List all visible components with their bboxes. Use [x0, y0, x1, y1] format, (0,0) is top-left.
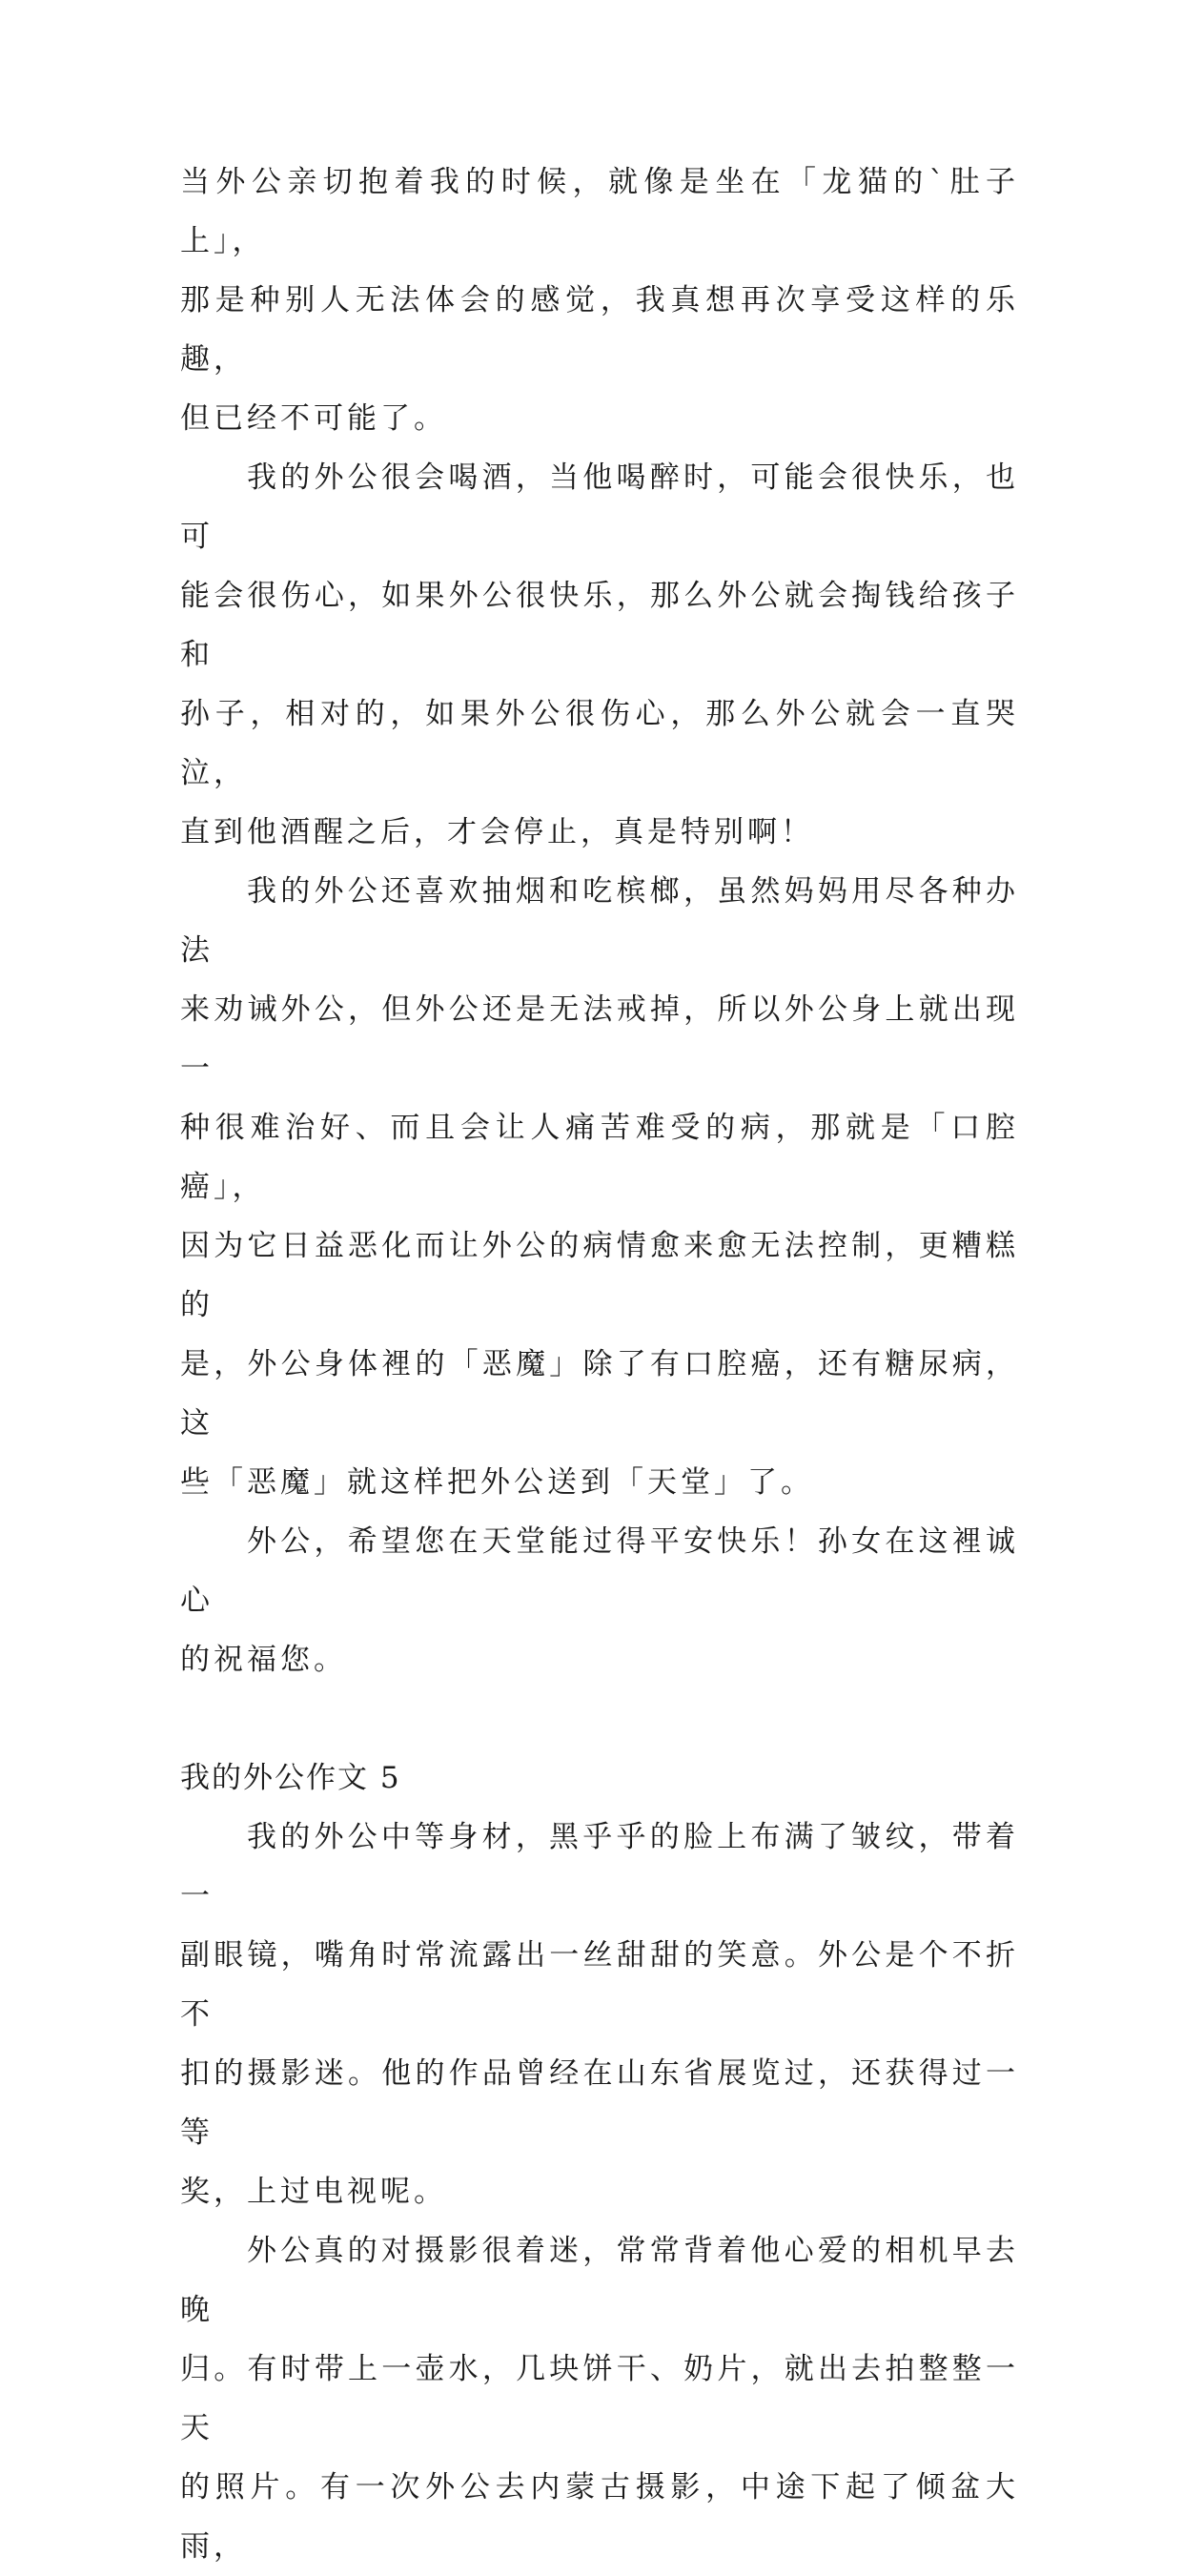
document-body: [180, 153, 1019, 2576]
paragraph: 我的外公中等身材，黑乎乎的脸上布满了皱纹，带着一 副眼镜，嘴角时常流露出一丝甜甜的笑意。外公是个不折不 扣的摄影迷。他的作品曾经在山东省展览过，还获得过一等 奖，上过电视呢。: [180, 1820, 1019, 2209]
paragraph: 外公真的对摄影很着迷，常常背着他心爱的相机早去晚 归。有时带上一壶水，几块饼干、奶片，就出去拍整整一天 的照片。有一次外公去内蒙古摄影，中途下起了倾盆大雨，: [180, 2234, 1019, 2564]
paragraph: 外公，希望您在天堂能过得平安快乐！孙女在这裡诚心 的祝福您。: [180, 1524, 1019, 1677]
paragraph: 我的外公还喜欢抽烟和吃槟榔，虽然妈妈用尽各种办法 来劝诫外公，但外公还是无法戒掉，所以外公身上就出现一 种很难治好、而且会让人痛苦难受的病，那就是「口腔癌」， 因为它日益恶化而让外公的病情愈来愈无法控制，更糟糕的 是，外公身体裡的「恶魔」除了有口腔癌，还有糖尿病，这 些「恶魔」就这样把外公送到「天堂」了。: [180, 874, 1019, 1500]
paragraph: 当外公亲切抱着我的时候，就像是坐在「龙猫的`肚子上」， 那是种别人无法体会的感觉，我真想再次享受这样的乐趣， 但已经不可能了。: [180, 165, 1019, 436]
section-heading: 我的外公作文 5: [180, 1761, 401, 1795]
paragraph: 我的外公很会喝酒，当他喝醉时，可能会很快乐，也可 能会很伤心，如果外公很快乐，那么外公就会掏钱给孩子和 孙子，相对的，如果外公很伤心，那么外公就会一直哭泣， 直到他酒醒之后，才会停止，真是特别啊！: [180, 460, 1019, 849]
